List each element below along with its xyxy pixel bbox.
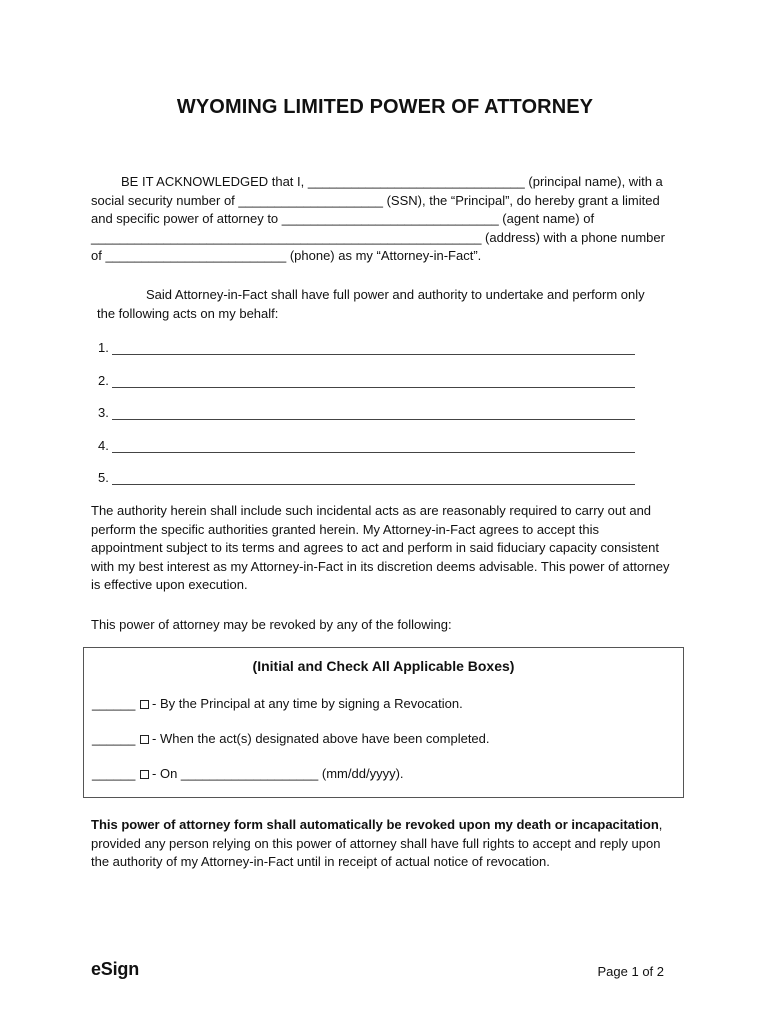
- revocation-options-box: [83, 647, 684, 798]
- act-blank-line[interactable]: [112, 484, 635, 485]
- automatic-revocation-paragraph: [91, 816, 671, 872]
- revocation-intro: This power of attorney may be revoked by any of the following:: [91, 617, 452, 632]
- act-number: 5.: [98, 470, 109, 486]
- automatic-revocation-bold: This power of attorney form shall automatically be revoked upon my death or incapacitation: [91, 817, 659, 832]
- checkbox[interactable]: [140, 735, 149, 744]
- powers-intro-text: Said Attorney-in-Fact shall have full power and authority to undertake and perform only the following acts on my behalf:: [97, 287, 645, 321]
- act-number: 3.: [98, 405, 109, 421]
- act-number: 4.: [98, 437, 109, 453]
- act-item-3: [98, 405, 638, 438]
- act-blank-line[interactable]: [112, 452, 635, 453]
- act-blank-line[interactable]: [112, 387, 635, 388]
- act-blank-line[interactable]: [112, 419, 635, 420]
- initial-blank[interactable]: ______: [92, 696, 136, 711]
- esign-logo: eSign: [91, 959, 140, 979]
- document-title: WYOMING LIMITED POWER OF ATTORNEY: [176, 96, 594, 118]
- option-text: - On ___________________ (mm/dd/yyyy).: [152, 766, 404, 781]
- act-number: 2.: [98, 372, 109, 388]
- acts-list: [98, 340, 638, 503]
- checkbox[interactable]: [140, 770, 149, 779]
- revocation-option-date: [92, 766, 404, 781]
- act-item-2: [98, 373, 638, 406]
- option-text: - By the Principal at any time by signing a Revocation.: [152, 696, 463, 711]
- act-item-4: [98, 438, 638, 471]
- page-number: Page 1 of 2: [597, 964, 664, 979]
- checkbox[interactable]: [140, 700, 149, 709]
- act-number: 1.: [98, 340, 109, 355]
- revocation-box-heading: (Initial and Check All Applicable Boxes): [252, 658, 515, 674]
- revocation-option-signing: [92, 696, 463, 711]
- intro-paragraph: [91, 173, 671, 266]
- act-blank-line[interactable]: [112, 354, 635, 355]
- powers-intro-paragraph: [97, 286, 657, 323]
- initial-blank[interactable]: ______: [92, 766, 136, 781]
- option-text: - When the act(s) designated above have been completed.: [152, 731, 490, 746]
- initial-blank[interactable]: ______: [92, 731, 136, 746]
- authority-paragraph: The authority herein shall include such incidental acts as are reasonably required to carry out and perform the specific authorities granted herein. My Attorney-in-Fact agrees to accept this appointment subject to its terms and agrees to act and perform in said fiduciary capacity consistent with my best interest as my Attorney-in-Fact in its discretion deems advisable. This power of attorney is effective upon execution.: [91, 503, 670, 593]
- act-item-1: [98, 340, 638, 373]
- intro-text: BE IT ACKNOWLEDGED that I, ______________________________ (principal name), with a social security number of ____________________ (SSN), the “Principal”, do hereby grant a limited and specific power of attorney to ______________________________ (agent name) of ______________________________________________________ (address) with a phone number of _________________________ (phone) as my “Attorney-in-Fact”.: [91, 174, 665, 264]
- revocation-option-completed: [92, 731, 490, 746]
- automatic-revocation-rest: , provided any person relying on this power of attorney shall have full rights to accept and reply upon the authority of my Attorney-in-Fact until in receipt of actual notice of revocation.: [91, 817, 663, 870]
- act-item-5: [98, 470, 638, 503]
